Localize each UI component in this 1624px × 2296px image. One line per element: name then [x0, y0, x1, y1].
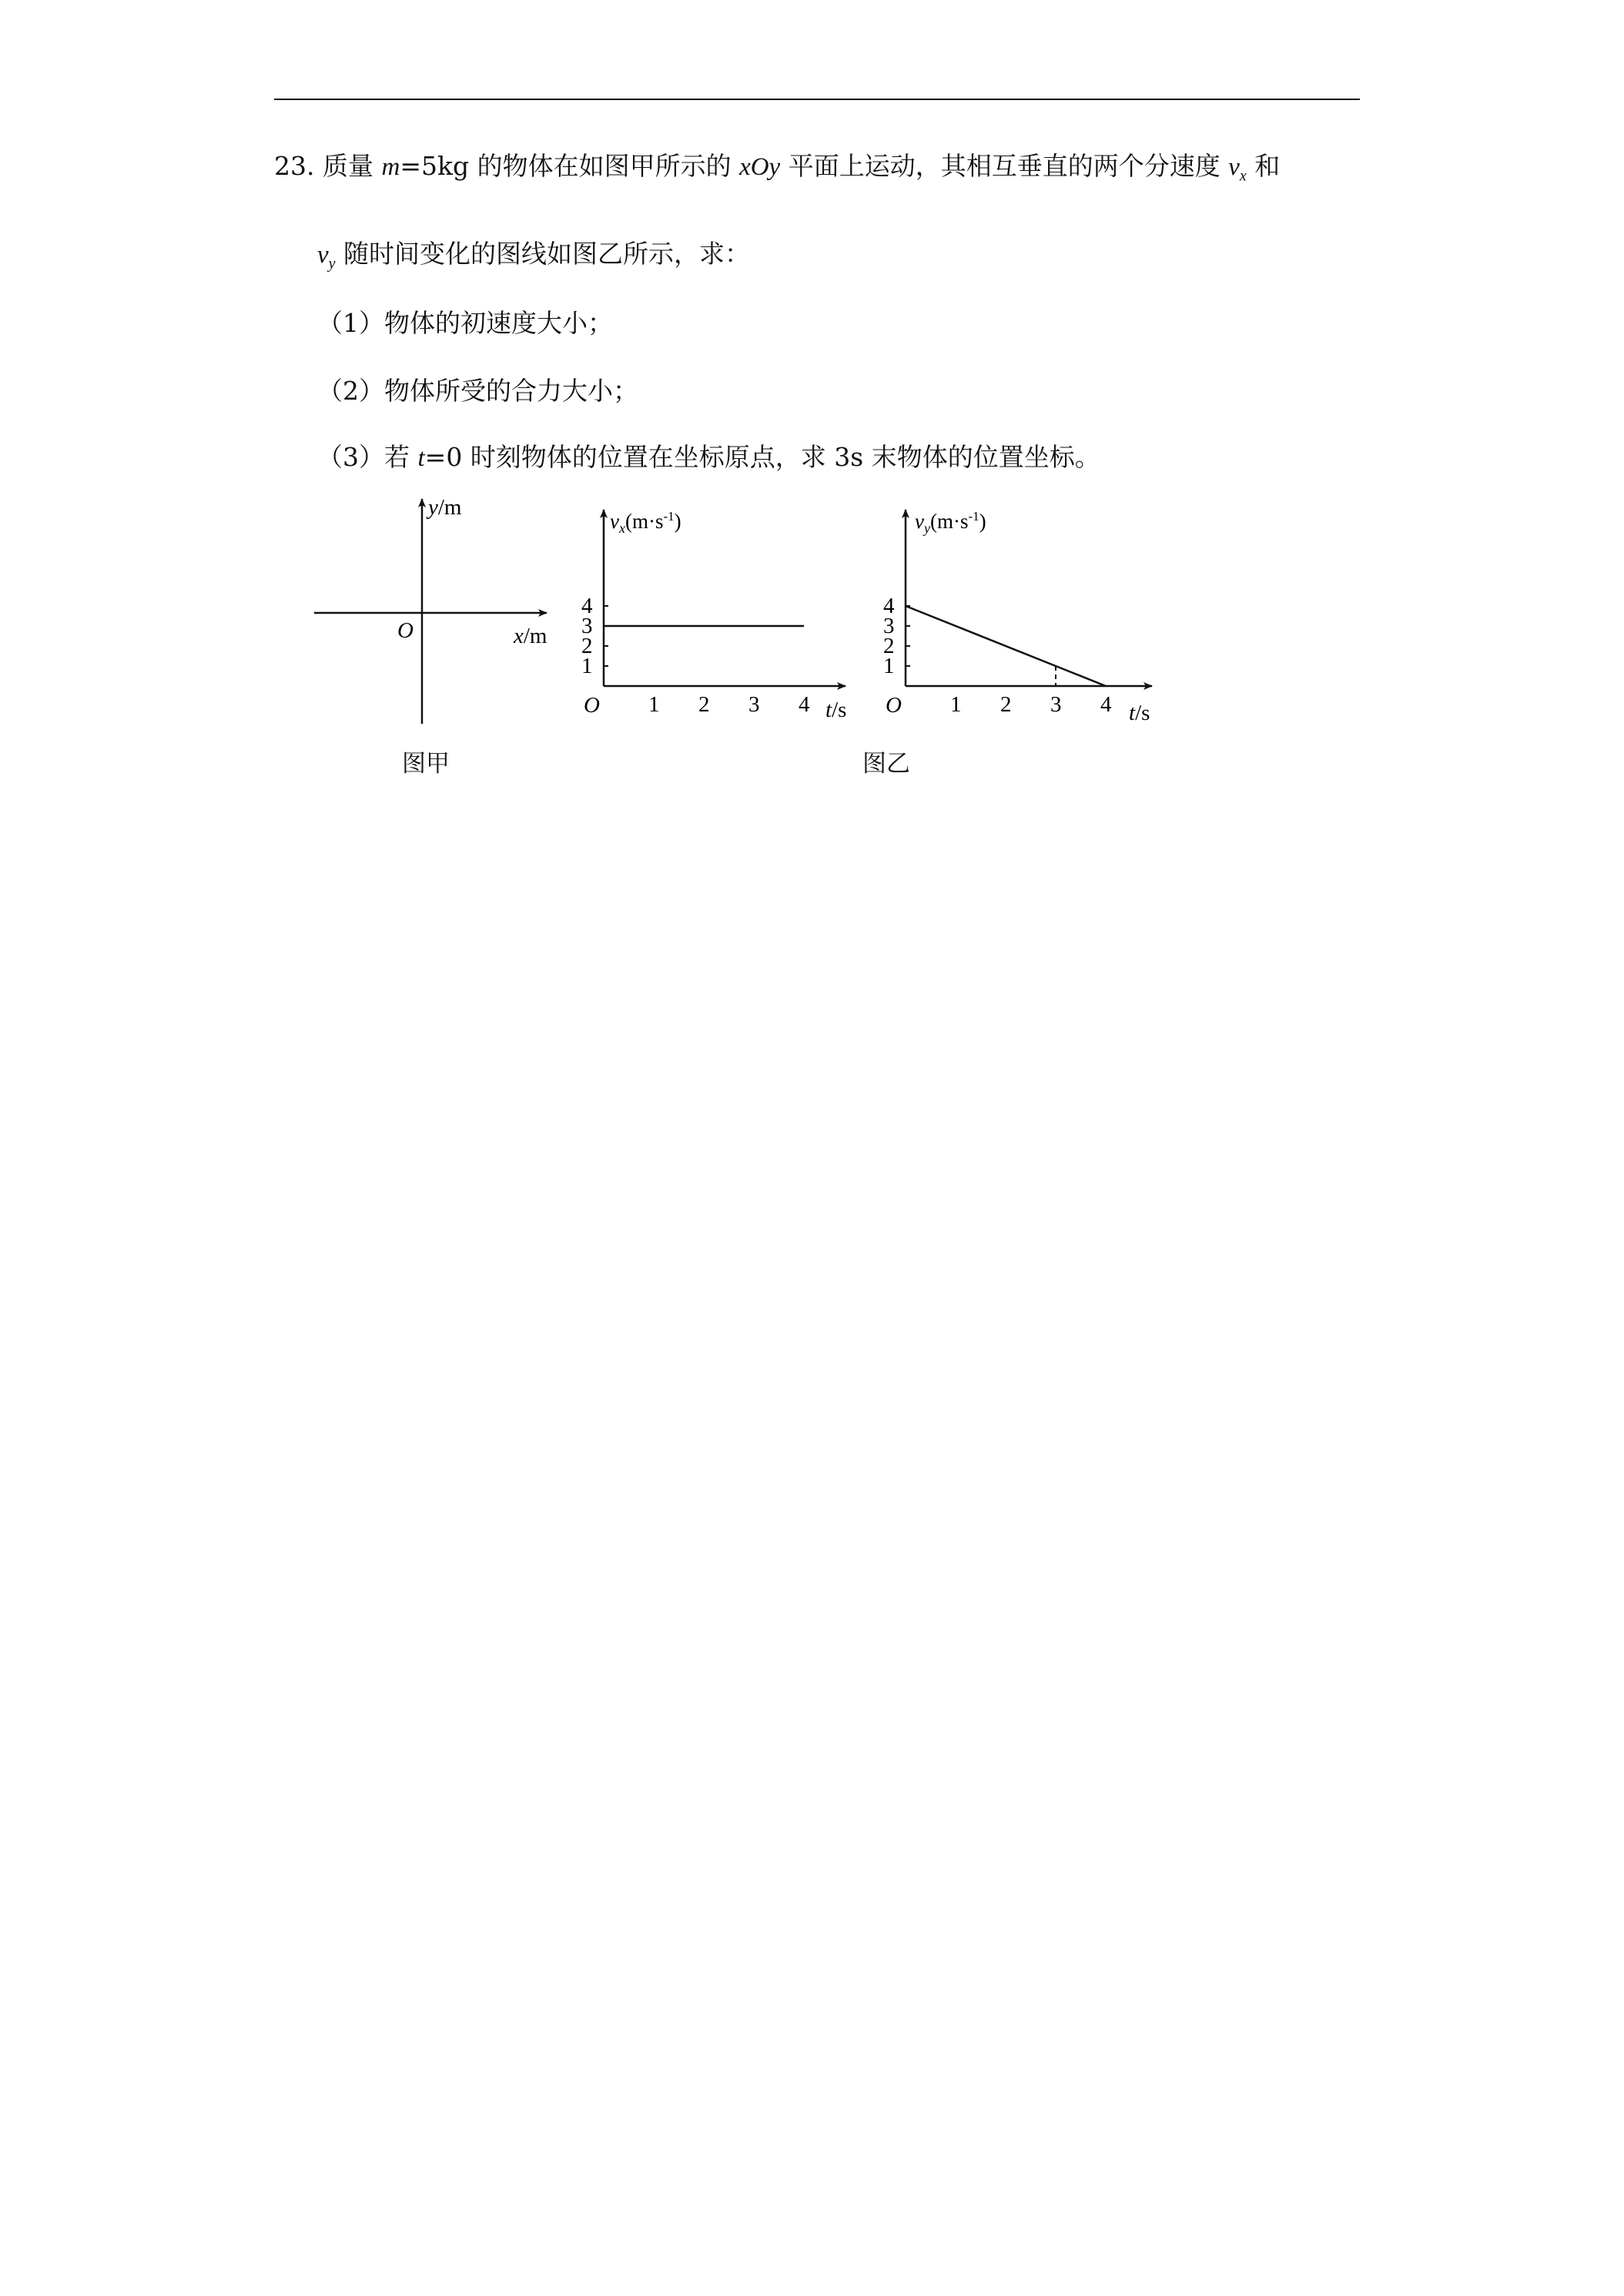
vx-chart	[581, 509, 846, 722]
fig-jia-origin: O	[397, 618, 414, 643]
vx-axis-label: $v_x(m\cdot s^{-1})$	[610, 509, 681, 536]
vx-y-tick-3: 3	[581, 614, 593, 638]
vx-origin: O	[584, 693, 600, 718]
vy-x-tick-1: 1	[950, 692, 962, 717]
figures-svg	[0, 0, 1624, 847]
vx-x-tick-2: 2	[698, 692, 710, 717]
vx-t-label: t/s	[825, 698, 847, 722]
vx-x-tick-1: 1	[648, 692, 660, 717]
sub-question-1: （1）物体的初速度大小；	[317, 308, 613, 338]
vy-y-tick-2: 2	[883, 634, 895, 658]
fig-jia-y-label: y/m	[428, 495, 462, 520]
vy-y-tick-3: 3	[883, 614, 895, 638]
vy-y-tick-4: 4	[883, 594, 895, 618]
plane-symbol: xOy	[739, 153, 781, 181]
vx-x-tick-4: 4	[799, 692, 810, 717]
question-line-2: $v_y$ 随时间变化的图线如图乙所示，求：	[317, 239, 751, 273]
vx-y-tick-4: 4	[581, 594, 593, 618]
caption-fig-jia: 图甲	[402, 750, 450, 778]
vx-y-tick-1: 1	[581, 654, 593, 678]
vy-symbol: v	[317, 241, 329, 269]
vx-y-tick-2: 2	[581, 634, 593, 658]
caption-fig-yi: 图乙	[862, 750, 910, 778]
sub-question-3: （3）若 t=0 时刻物体的位置在坐标原点，求 3s 末物体的位置坐标。	[317, 442, 1100, 472]
vy-t-label: t/s	[1129, 701, 1150, 725]
vy-series-line-0	[906, 606, 1106, 686]
sub-question-2: （2）物体所受的合力大小；	[317, 376, 638, 406]
fig-jia-x-label: x/m	[514, 624, 547, 648]
vy-origin: O	[886, 693, 902, 718]
mass-symbol: m	[381, 153, 400, 181]
vx-symbol: v	[1228, 153, 1240, 181]
vy-x-tick-2: 2	[1000, 692, 1012, 717]
vy-y-tick-1: 1	[883, 654, 895, 678]
vx-x-tick-3: 3	[748, 692, 760, 717]
figure-jia	[314, 495, 547, 724]
vy-x-tick-3: 3	[1050, 692, 1062, 717]
question-number: 23	[274, 151, 306, 181]
vy-x-tick-4: 4	[1100, 692, 1112, 717]
vy-chart	[883, 509, 1152, 725]
question-line-1: 23. 质量 m=5kg 的物体在如图甲所示的 xOy 平面上运动，其相互垂直的两个分速度 $v_x$ 和	[274, 151, 1281, 185]
vy-axis-label: $v_y(m\cdot s^{-1})$	[915, 509, 986, 536]
